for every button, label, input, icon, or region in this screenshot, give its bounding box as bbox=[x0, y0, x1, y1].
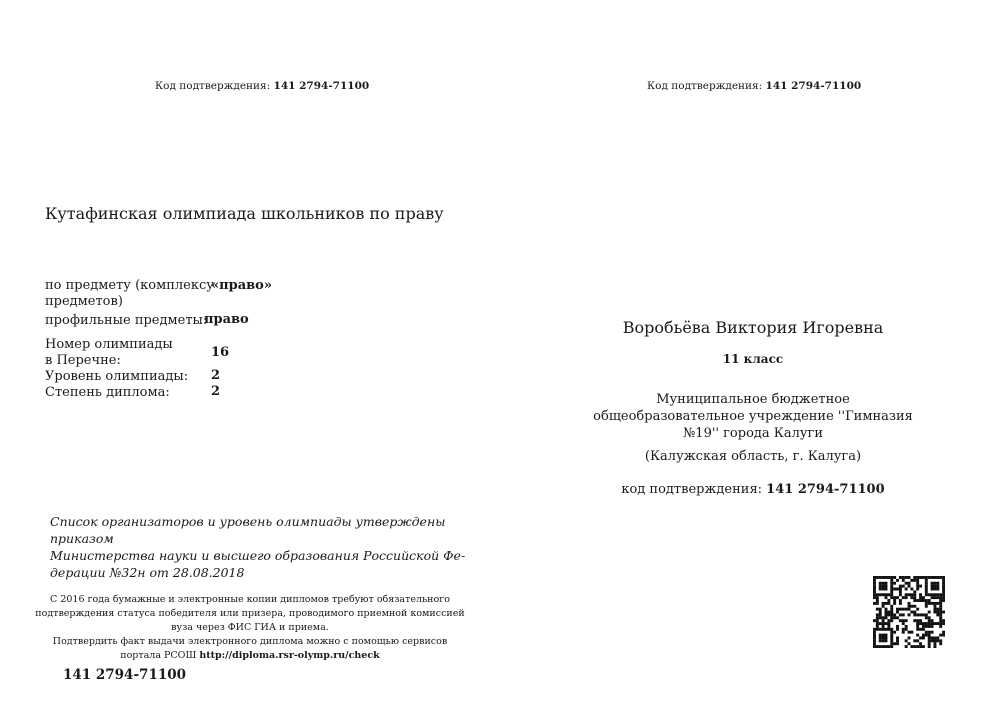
verification-link[interactable]: http://diploma.rsr-olymp.ru/check bbox=[199, 650, 380, 661]
level-label: Уровень олимпиады: bbox=[45, 369, 189, 384]
footer-code: 141 2794-71100 bbox=[63, 667, 187, 683]
right-header bbox=[647, 80, 861, 92]
number-label-line1: Номер олимпиады bbox=[45, 337, 173, 352]
number-value: 16 bbox=[211, 345, 230, 360]
note-line5 bbox=[20, 649, 480, 663]
right-code-label: код подтверждения: bbox=[621, 482, 763, 497]
subject-label-line2: предметов) bbox=[45, 294, 123, 309]
school-line3: №19'' города Калуги bbox=[683, 426, 823, 441]
order-line3: Министерства науки и высшего образования Российской Фе- bbox=[50, 548, 466, 563]
degree-value: 2 bbox=[211, 384, 221, 399]
right-header-label: Код подтверждения: bbox=[647, 80, 763, 92]
degree-label: Степень диплома: bbox=[45, 385, 170, 400]
right-code-value: 141 2794-71100 bbox=[766, 482, 885, 497]
verification-note bbox=[20, 593, 480, 663]
note-line4: Подтвердить факт выдачи электронного диплома можно с помощью сервисов bbox=[52, 636, 448, 647]
qr-code-icon bbox=[873, 576, 945, 648]
profile-value: право bbox=[204, 312, 249, 327]
region: (Калужская область, г. Калуга) bbox=[644, 449, 862, 464]
left-header bbox=[155, 80, 369, 92]
order-line1: Список организаторов и уровень олимпиады утверждены bbox=[50, 514, 446, 529]
right-code-line bbox=[553, 482, 953, 497]
order-text bbox=[50, 513, 470, 581]
left-header-label: Код подтверждения: bbox=[155, 80, 271, 92]
note-line5-prefix: портала РСОШ bbox=[120, 650, 197, 661]
order-line2: приказом bbox=[50, 531, 114, 546]
student-name: Воробьёва Виктория Игоревна bbox=[622, 318, 884, 337]
number-label-line2: в Перечне: bbox=[45, 353, 121, 368]
left-header-code: 141 2794-71100 bbox=[273, 80, 370, 92]
subject-label bbox=[45, 278, 214, 310]
profile-label: профильные предметы: bbox=[45, 313, 208, 328]
note-line1: С 2016 года бумажные и электронные копии дипломов требуют обязательного bbox=[50, 594, 450, 605]
school-line1: Муниципальное бюджетное bbox=[656, 392, 850, 407]
olympiad-title: Кутафинская олимпиада школьников по праву bbox=[45, 204, 444, 223]
school-line2: общеобразовательное учреждение ''Гимназия bbox=[593, 409, 913, 424]
number-label bbox=[45, 337, 173, 369]
subject-label-line1: по предмету (комплексу bbox=[45, 278, 214, 293]
school-name bbox=[553, 391, 953, 442]
note-line3: вуза через ФИС ГИА и приема. bbox=[171, 622, 329, 633]
right-header-code: 141 2794-71100 bbox=[765, 80, 862, 92]
subject-value: «право» bbox=[211, 278, 272, 293]
grade: 11 класс bbox=[722, 352, 784, 366]
order-line4: дерации №32н от 28.08.2018 bbox=[50, 565, 245, 580]
level-value: 2 bbox=[211, 368, 221, 383]
note-line2: подтверждения статуса победителя или призера, проводимого приемной комиссией bbox=[35, 608, 465, 619]
